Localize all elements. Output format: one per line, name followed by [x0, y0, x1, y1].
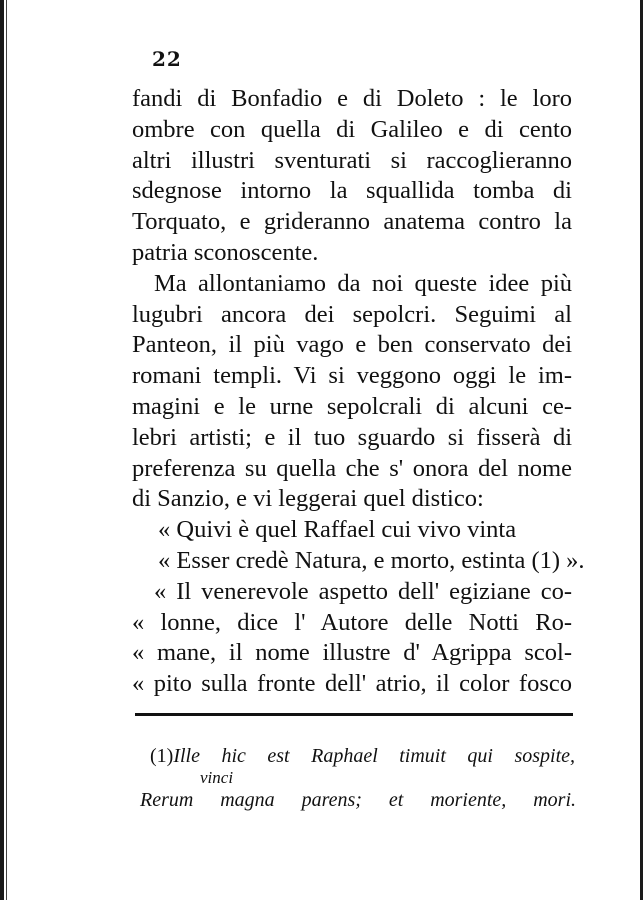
text-line: Ma allontaniamo da noi queste idee più — [154, 269, 572, 297]
page-number: 22 — [152, 47, 182, 71]
text-line: Panteon, il più vago e ben conservato dei — [132, 331, 572, 359]
text-line: lebri artisti; e il tuo sguardo si fisserà di — [132, 423, 572, 451]
text-line: lugubri ancora dei sepolcri. Seguimi al — [132, 300, 572, 328]
verse-line: « Esser credè Natura, e morto, estinta (1) ». — [158, 546, 585, 574]
text-line: di Sanzio, e vi leggerai quel distico: — [132, 485, 484, 513]
text-line: fandi di Bonfadio e di Doleto : le loro — [132, 85, 572, 112]
footnote-line — [150, 744, 575, 768]
quote-line: « pito sulla fronte dell' atrio, il color fosco — [132, 670, 572, 698]
text-line: ombre con quella di Galileo e di cento — [132, 115, 572, 143]
footnote-text: Ille hic est Raphael timuit qui sospite, — [173, 745, 575, 767]
text-line: altri illustri sventurati si raccoglieranno — [132, 146, 572, 174]
text-line: preferenza su quella che s' onora del nome — [132, 454, 572, 482]
text-line: Torquato, e grideranno anatema contro la — [132, 208, 572, 236]
footnote-marker: (1) — [150, 745, 174, 767]
quote-line: « mane, il nome illustre d' Agrippa scol- — [132, 639, 572, 667]
body-text — [132, 84, 585, 700]
quote-line: « lonne, dice l' Autore delle Notti Ro- — [132, 608, 572, 636]
footnote-line: vinci — [200, 768, 234, 787]
footnote-rule — [135, 713, 573, 716]
text-line: romani templi. Vi si veggono oggi le im- — [132, 362, 572, 390]
footnote-line: Rerum magna parens; et moriente, mori. — [140, 789, 576, 811]
verse-line: « Quivi è quel Raffael cui vivo vinta — [158, 516, 517, 544]
scan-edge-left-inner — [6, 0, 7, 900]
text-line: sdegnose intorno la squallida tomba di — [132, 177, 572, 205]
text-line: patria sconoscente. — [132, 238, 319, 266]
footnote — [140, 744, 576, 812]
text-line: magini e le urne sepolcrali di alcuni ce- — [132, 392, 572, 420]
scan-edge-left — [0, 0, 4, 900]
quote-line: « Il venerevole aspetto dell' egiziane co- — [154, 577, 572, 605]
